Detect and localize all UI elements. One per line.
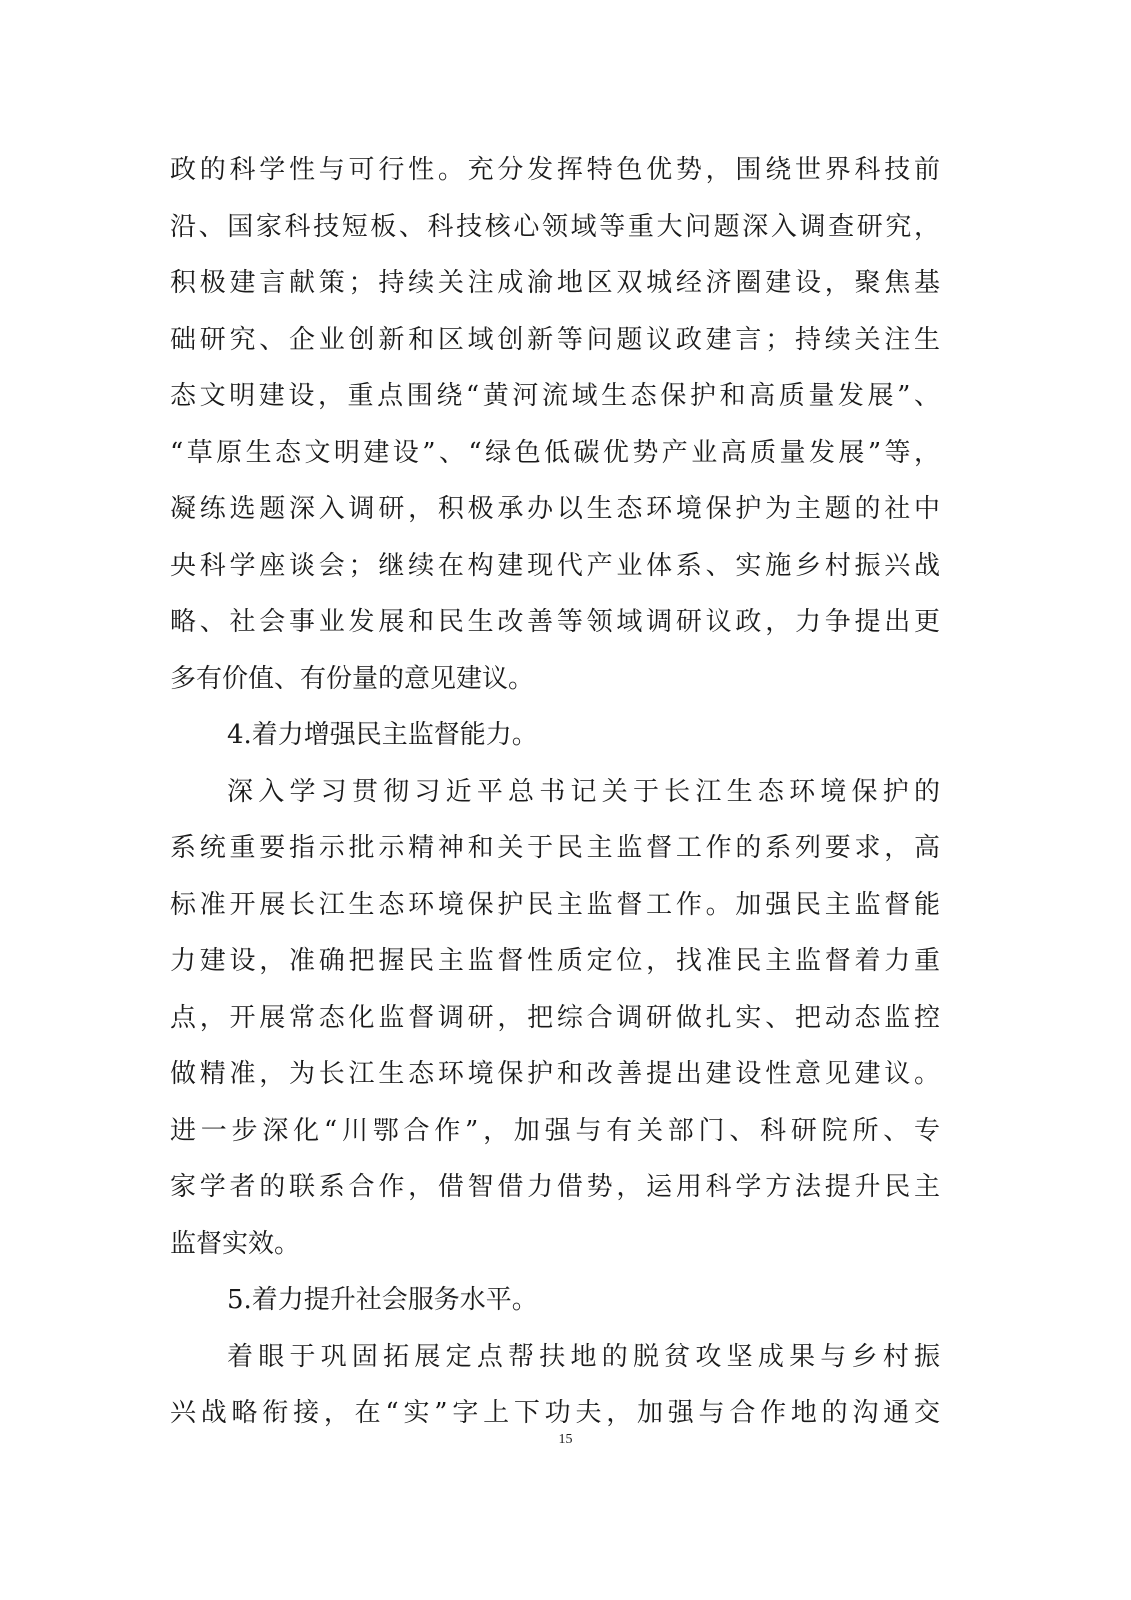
text-line: 监督实效。: [170, 1228, 301, 1259]
text-line: 兴战略衔接，在“实”字上下功夫，加强与合作地的沟通交: [170, 1398, 940, 1428]
text-line: 5.着力提升社会服务水平。: [227, 1285, 538, 1315]
text-line: 着眼于巩固拓展定点帮扶地的脱贫攻坚成果与乡村振: [227, 1341, 940, 1372]
text-line: 态文明建设，重点围绕“黄河流域生态保护和高质量发展”、: [170, 381, 940, 411]
text-line: 础研究、企业创新和区域创新等问题议政建言；持续关注生: [170, 324, 940, 355]
text-line: 力建设，准确把握民主监督性质定位，找准民主监督着力重: [170, 946, 940, 976]
body-text: [170, 142, 940, 1442]
page-number: 15: [558, 1432, 573, 1447]
text-line: 凝练选题深入调研，积极承办以生态环境保护为主题的社中: [170, 494, 940, 524]
text-line: 政的科学性与可行性。充分发挥特色优势，围绕世界科技前: [170, 155, 940, 185]
text-line: 家学者的联系合作，借智借力借势，运用科学方法提升民主: [170, 1172, 940, 1202]
text-line: 做精准，为长江生态环境保护和改善提出建设性意见建议。: [170, 1059, 940, 1089]
text-line: 沿、国家科技短板、科技核心领域等重大问题深入调查研究，: [170, 211, 940, 242]
text-line: 标准开展长江生态环境保护民主监督工作。加强民主监督能: [170, 889, 940, 920]
text-line: 4.着力增强民主监督能力。: [227, 720, 538, 750]
text-line: 系统重要指示批示精神和关于民主监督工作的系列要求，高: [170, 833, 940, 863]
text-line: 略、社会事业发展和民生改善等领域调研议政，力争提出更: [170, 607, 940, 637]
text-line: 深入学习贯彻习近平总书记关于长江生态环境保护的: [227, 776, 940, 807]
text-line: 进一步深化“川鄂合作”，加强与有关部门、科研院所、专: [170, 1115, 940, 1146]
text-line: 积极建言献策；持续关注成渝地区双城经济圈建设，聚焦基: [170, 268, 940, 298]
text-line: 点，开展常态化监督调研，把综合调研做扎实、把动态监控: [170, 1002, 940, 1033]
text-line: “草原生态文明建设”、“绿色低碳优势产业高质量发展”等，: [170, 437, 940, 468]
text-line: 多有价值、有份量的意见建议。: [170, 663, 535, 694]
text-line: 央科学座谈会；继续在构建现代产业体系、实施乡村振兴战: [170, 550, 940, 581]
